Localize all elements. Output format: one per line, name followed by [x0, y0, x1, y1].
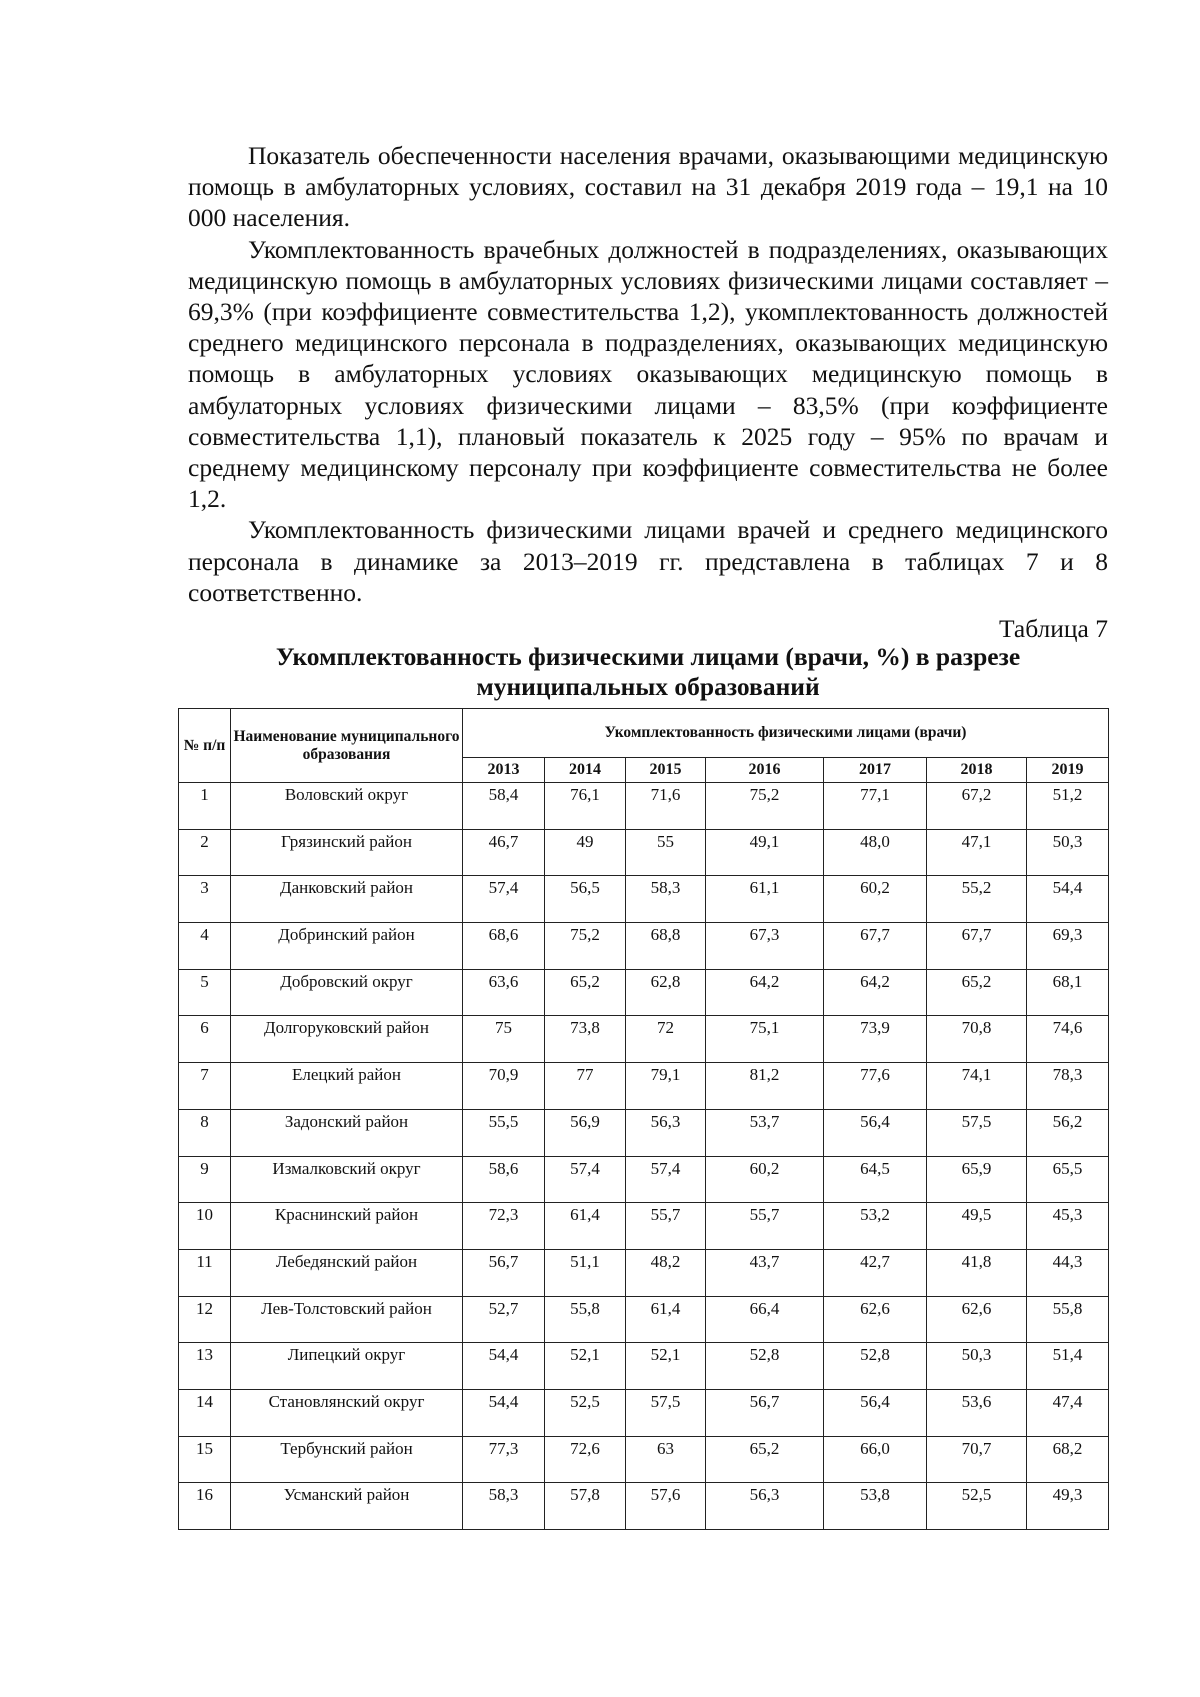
value-cell: 60,2 [824, 876, 927, 923]
value-cell: 52,1 [626, 1343, 706, 1390]
table-row [179, 1156, 1109, 1203]
municipality-name: Лебедянский район [231, 1249, 463, 1296]
value-cell: 64,2 [824, 969, 927, 1016]
value-cell: 61,1 [706, 876, 824, 923]
municipality-name: Тербунский район [231, 1436, 463, 1483]
row-number: 4 [179, 923, 231, 970]
value-cell: 70,8 [927, 1016, 1027, 1063]
value-cell: 49 [545, 829, 626, 876]
value-cell: 74,1 [927, 1063, 1027, 1110]
value-cell: 73,9 [824, 1016, 927, 1063]
value-cell: 70,9 [463, 1063, 545, 1110]
header-staffing-group: Укомплектованность физическими лицами (врачи) [463, 709, 1109, 758]
value-cell: 78,3 [1027, 1063, 1109, 1110]
value-cell: 55,5 [463, 1109, 545, 1156]
value-cell: 64,5 [824, 1156, 927, 1203]
table-row [179, 1436, 1109, 1483]
value-cell: 55 [626, 829, 706, 876]
value-cell: 56,4 [824, 1389, 927, 1436]
value-cell: 72,3 [463, 1203, 545, 1250]
value-cell: 75,2 [706, 783, 824, 830]
value-cell: 70,7 [927, 1436, 1027, 1483]
value-cell: 61,4 [545, 1203, 626, 1250]
value-cell: 56,5 [545, 876, 626, 923]
municipality-name: Елецкий район [231, 1063, 463, 1110]
value-cell: 81,2 [706, 1063, 824, 1110]
row-number: 7 [179, 1063, 231, 1110]
row-number: 10 [179, 1203, 231, 1250]
value-cell: 56,7 [706, 1389, 824, 1436]
value-cell: 73,8 [545, 1016, 626, 1063]
table-label: Таблица 7 [998, 614, 1108, 643]
value-cell: 49,5 [927, 1203, 1027, 1250]
value-cell: 65,2 [927, 969, 1027, 1016]
municipality-name: Липецкий округ [231, 1343, 463, 1390]
value-cell: 58,6 [463, 1156, 545, 1203]
value-cell: 46,7 [463, 829, 545, 876]
value-cell: 52,8 [824, 1343, 927, 1390]
value-cell: 76,1 [545, 783, 626, 830]
value-cell: 53,6 [927, 1389, 1027, 1436]
value-cell: 57,4 [545, 1156, 626, 1203]
value-cell: 62,6 [927, 1296, 1027, 1343]
municipality-name: Долгоруковский район [231, 1016, 463, 1063]
table-row [179, 1296, 1109, 1343]
value-cell: 48,0 [824, 829, 927, 876]
value-cell: 51,2 [1027, 783, 1109, 830]
value-cell: 43,7 [706, 1249, 824, 1296]
value-cell: 41,8 [927, 1249, 1027, 1296]
value-cell: 49,3 [1027, 1483, 1109, 1530]
value-cell: 55,7 [706, 1203, 824, 1250]
value-cell: 56,7 [463, 1249, 545, 1296]
value-cell: 51,1 [545, 1249, 626, 1296]
table-row [179, 1109, 1109, 1156]
body-text [188, 140, 1108, 608]
row-number: 1 [179, 783, 231, 830]
table-row [179, 1483, 1109, 1530]
table-row [179, 1016, 1109, 1063]
table-row [179, 1063, 1109, 1110]
value-cell: 66,4 [706, 1296, 824, 1343]
value-cell: 45,3 [1027, 1203, 1109, 1250]
value-cell: 54,4 [1027, 876, 1109, 923]
header-year: 2017 [824, 758, 927, 783]
value-cell: 68,6 [463, 923, 545, 970]
header-municipality: Наименование муниципального образования [231, 709, 463, 783]
value-cell: 71,6 [626, 783, 706, 830]
table-row [179, 969, 1109, 1016]
paragraph-2: Укомплектованность врачебных должностей в подразделениях, оказывающих медицинскую помощь в амбулаторных условиях физическими лицами составляет – 69,3% (при коэффициенте совместительства 1,2), укомплектованность должностей среднего медицинского персонала в подразделениях, оказывающих медицинскую помощь в амбулаторных условиях оказывающих медицинскую помощь в амбулаторных условиях физическими лицами – 83,5% (при коэффициенте совместительства 1,1), плановый показатель к 2025 году – 95% по врачам и среднему медицинскому персоналу при коэффициенте совместительства не более 1,2. [188, 234, 1108, 514]
value-cell: 56,2 [1027, 1109, 1109, 1156]
header-number: № п/п [179, 709, 231, 783]
municipality-name: Становлянский округ [231, 1389, 463, 1436]
value-cell: 65,5 [1027, 1156, 1109, 1203]
value-cell: 68,1 [1027, 969, 1109, 1016]
value-cell: 55,2 [927, 876, 1027, 923]
municipality-name: Усманский район [231, 1483, 463, 1530]
municipality-name: Добринский район [231, 923, 463, 970]
table-row [179, 1203, 1109, 1250]
value-cell: 65,9 [927, 1156, 1027, 1203]
table-row [179, 783, 1109, 830]
row-number: 11 [179, 1249, 231, 1296]
staffing-table [178, 708, 1109, 1530]
value-cell: 56,3 [626, 1109, 706, 1156]
value-cell: 62,8 [626, 969, 706, 1016]
header-year: 2015 [626, 758, 706, 783]
row-number: 2 [179, 829, 231, 876]
header-year: 2018 [927, 758, 1027, 783]
value-cell: 50,3 [927, 1343, 1027, 1390]
value-cell: 77,6 [824, 1063, 927, 1110]
value-cell: 75,1 [706, 1016, 824, 1063]
table-row [179, 1389, 1109, 1436]
municipality-name: Добровский округ [231, 969, 463, 1016]
value-cell: 68,2 [1027, 1436, 1109, 1483]
value-cell: 67,7 [824, 923, 927, 970]
value-cell: 52,5 [545, 1389, 626, 1436]
value-cell: 52,7 [463, 1296, 545, 1343]
value-cell: 74,6 [1027, 1016, 1109, 1063]
table-title: Укомплектованность физическими лицами (врачи, %) в разрезе муниципальных образований [275, 642, 1021, 701]
value-cell: 53,8 [824, 1483, 927, 1530]
row-number: 6 [179, 1016, 231, 1063]
value-cell: 57,5 [626, 1389, 706, 1436]
row-number: 16 [179, 1483, 231, 1530]
row-number: 15 [179, 1436, 231, 1483]
value-cell: 60,2 [706, 1156, 824, 1203]
value-cell: 58,4 [463, 783, 545, 830]
value-cell: 49,1 [706, 829, 824, 876]
value-cell: 55,8 [1027, 1296, 1109, 1343]
value-cell: 77 [545, 1063, 626, 1110]
header-year: 2013 [463, 758, 545, 783]
value-cell: 77,3 [463, 1436, 545, 1483]
paragraph-1: Показатель обеспеченности населения врачами, оказывающими медицинскую помощь в амбулаторных условиях, составил на 31 декабря 2019 года – 19,1 на 10 000 населения. [188, 141, 1108, 233]
value-cell: 65,2 [545, 969, 626, 1016]
value-cell: 51,4 [1027, 1343, 1109, 1390]
value-cell: 75 [463, 1016, 545, 1063]
municipality-name: Данковский район [231, 876, 463, 923]
value-cell: 58,3 [463, 1483, 545, 1530]
value-cell: 54,4 [463, 1343, 545, 1390]
value-cell: 62,6 [824, 1296, 927, 1343]
value-cell: 75,2 [545, 923, 626, 970]
value-cell: 53,7 [706, 1109, 824, 1156]
value-cell: 67,2 [927, 783, 1027, 830]
table-row [179, 829, 1109, 876]
value-cell: 77,1 [824, 783, 927, 830]
table-row [179, 1343, 1109, 1390]
value-cell: 64,2 [706, 969, 824, 1016]
municipality-name: Краснинский район [231, 1203, 463, 1250]
header-year: 2016 [706, 758, 824, 783]
row-number: 9 [179, 1156, 231, 1203]
value-cell: 67,7 [927, 923, 1027, 970]
value-cell: 47,1 [927, 829, 1027, 876]
municipality-name: Воловский округ [231, 783, 463, 830]
table-row [179, 923, 1109, 970]
value-cell: 67,3 [706, 923, 824, 970]
value-cell: 48,2 [626, 1249, 706, 1296]
value-cell: 56,3 [706, 1483, 824, 1530]
row-number: 14 [179, 1389, 231, 1436]
value-cell: 61,4 [626, 1296, 706, 1343]
row-number: 13 [179, 1343, 231, 1390]
value-cell: 66,0 [824, 1436, 927, 1483]
value-cell: 58,3 [626, 876, 706, 923]
value-cell: 52,5 [927, 1483, 1027, 1530]
value-cell: 79,1 [626, 1063, 706, 1110]
value-cell: 63 [626, 1436, 706, 1483]
header-year: 2019 [1027, 758, 1109, 783]
value-cell: 68,8 [626, 923, 706, 970]
row-number: 5 [179, 969, 231, 1016]
value-cell: 55,7 [626, 1203, 706, 1250]
paragraph-3: Укомплектованность физическими лицами врачей и среднего медицинского персонала в динамике за 2013–2019 гг. представлена в таблицах 7 и 8 соответственно. [188, 515, 1108, 607]
value-cell: 57,4 [463, 876, 545, 923]
value-cell: 57,8 [545, 1483, 626, 1530]
municipality-name: Задонский район [231, 1109, 463, 1156]
value-cell: 44,3 [1027, 1249, 1109, 1296]
table-body [179, 783, 1109, 1530]
row-number: 3 [179, 876, 231, 923]
value-cell: 57,6 [626, 1483, 706, 1530]
value-cell: 52,1 [545, 1343, 626, 1390]
value-cell: 47,4 [1027, 1389, 1109, 1436]
municipality-name: Лев-Толстовский район [231, 1296, 463, 1343]
value-cell: 56,9 [545, 1109, 626, 1156]
value-cell: 57,5 [927, 1109, 1027, 1156]
row-number: 12 [179, 1296, 231, 1343]
value-cell: 52,8 [706, 1343, 824, 1390]
value-cell: 56,4 [824, 1109, 927, 1156]
value-cell: 69,3 [1027, 923, 1109, 970]
value-cell: 55,8 [545, 1296, 626, 1343]
municipality-name: Грязинский район [231, 829, 463, 876]
value-cell: 65,2 [706, 1436, 824, 1483]
value-cell: 72 [626, 1016, 706, 1063]
value-cell: 42,7 [824, 1249, 927, 1296]
municipality-name: Измалковский округ [231, 1156, 463, 1203]
value-cell: 53,2 [824, 1203, 927, 1250]
header-year: 2014 [545, 758, 626, 783]
value-cell: 57,4 [626, 1156, 706, 1203]
value-cell: 54,4 [463, 1389, 545, 1436]
row-number: 8 [179, 1109, 231, 1156]
table-row [179, 1249, 1109, 1296]
value-cell: 50,3 [1027, 829, 1109, 876]
value-cell: 72,6 [545, 1436, 626, 1483]
table-row [179, 876, 1109, 923]
value-cell: 63,6 [463, 969, 545, 1016]
